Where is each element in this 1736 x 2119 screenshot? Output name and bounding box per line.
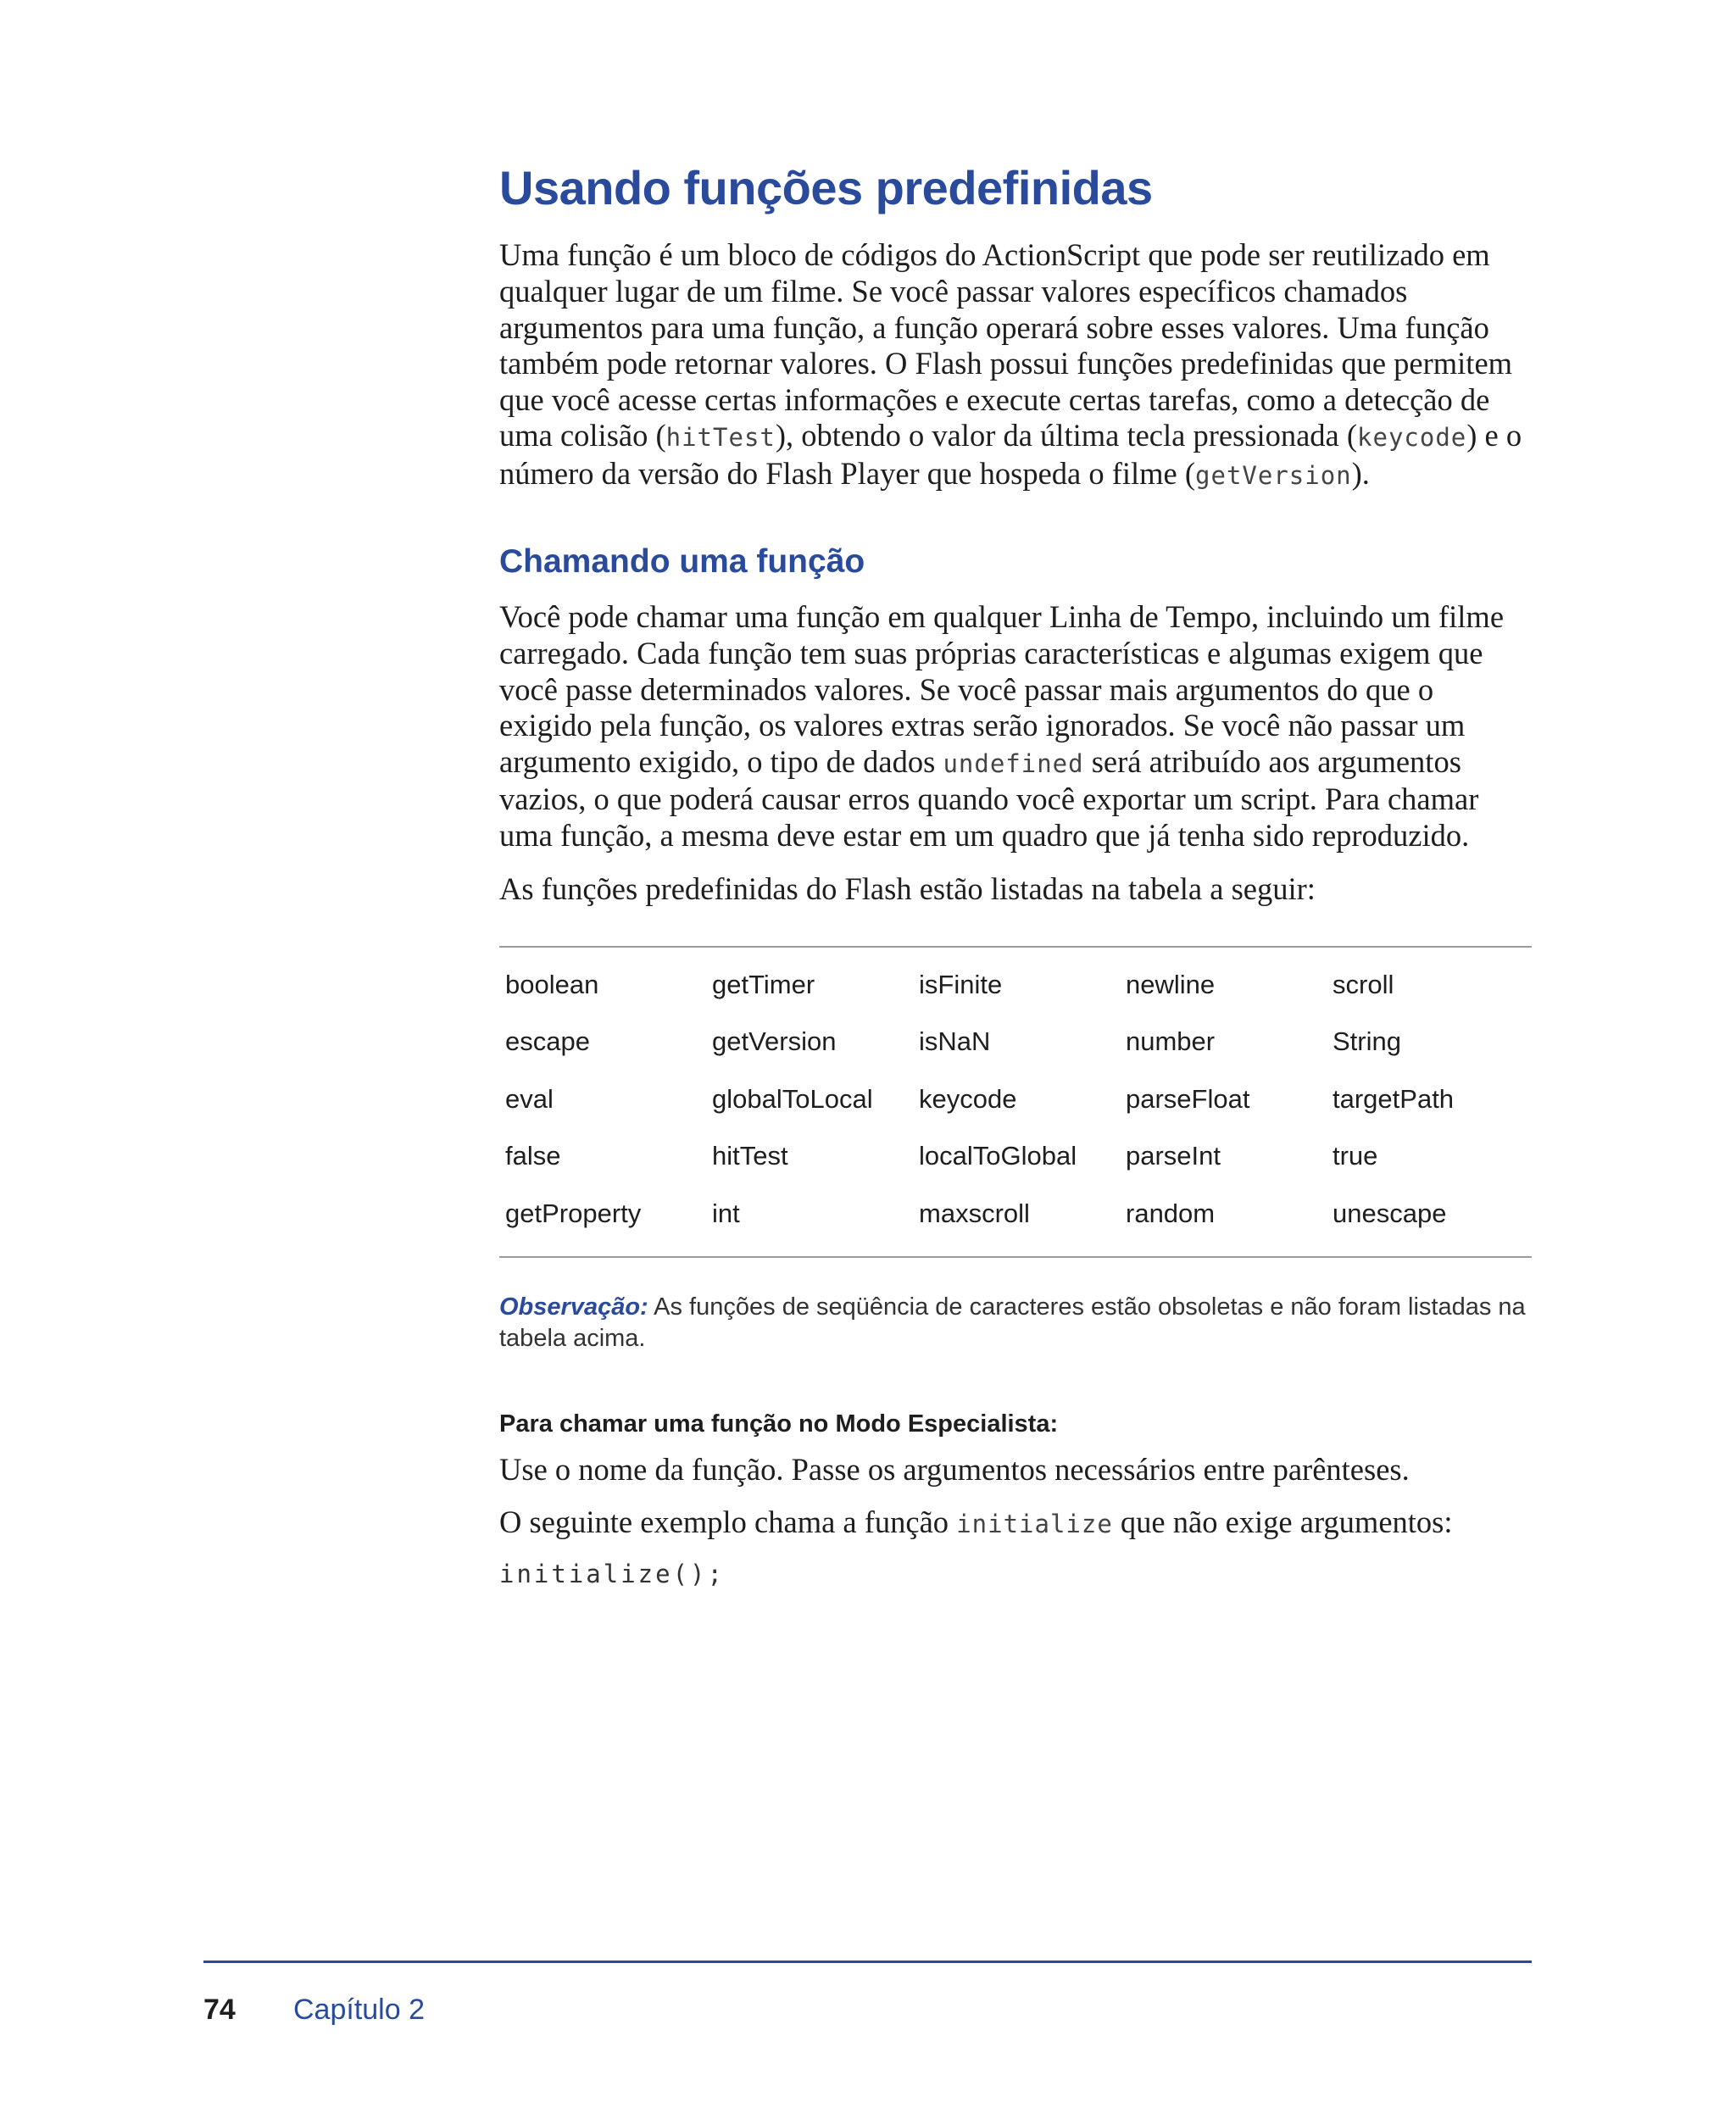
body-paragraph — [499, 599, 1532, 854]
table-cell: boolean — [505, 969, 599, 999]
table-cell: parseInt — [1126, 1141, 1221, 1171]
footer-rule — [203, 1960, 1532, 1963]
table-cell: targetPath — [1333, 1083, 1455, 1114]
table-cell: getTimer — [712, 969, 815, 999]
code-hittest: hitTest — [665, 423, 776, 453]
table-cell: maxscroll — [919, 1198, 1030, 1228]
code-keycode: keycode — [1357, 423, 1467, 453]
functions-table — [499, 946, 1532, 1258]
table-cell: scroll — [1333, 969, 1394, 999]
table-cell: unescape — [1333, 1198, 1447, 1228]
body-text-1: Você pode chamar uma função em qualquer Linha de Tempo, incluindo um filme carregado. Cada função tem suas próprias características e algumas exigem que você passe determinados valores. Se você passar mais argumentos do que o exigido pela função, os valores extras serão ignorados. Se você não passar um argumento exigido, o tipo de dados — [499, 599, 1505, 779]
body-text-2: será atribuído aos argumentos vazios, o que poderá causar erros quando você exportar um script. Para chamar uma função, a mesma deve estar em um quadro que já tenha sido reproduzido. — [499, 743, 1479, 853]
intro-text-4: ). — [1351, 455, 1370, 491]
procedure-step: Use o nome da função. Passe os argumentos necessários entre parênteses. — [499, 1451, 1410, 1487]
table-row — [499, 1185, 1532, 1243]
note-label: Observação: — [499, 1293, 648, 1321]
table-cell: keycode — [919, 1083, 1017, 1114]
table-cell: isNaN — [919, 1026, 991, 1057]
table-cell: hitTest — [712, 1141, 788, 1171]
table-cell: localToGlobal — [919, 1141, 1077, 1171]
procedure-heading: Para chamar uma função no Modo Especialista: — [499, 1410, 1059, 1438]
table-row — [499, 1071, 1532, 1128]
table-cell: newline — [1126, 969, 1216, 999]
table-cell: isFinite — [919, 969, 1003, 999]
code-initialize: initialize — [956, 1510, 1113, 1539]
example-text-2: que não exige argumentos: — [1112, 1504, 1453, 1540]
table-cell: random — [1126, 1198, 1216, 1228]
chapter-label: Capítulo 2 — [293, 1994, 425, 2026]
table-row — [499, 1014, 1532, 1071]
example-paragraph — [499, 1504, 1532, 1543]
table-cell: int — [712, 1198, 740, 1228]
page-content — [499, 161, 1532, 1588]
code-getversion: getVersion — [1195, 460, 1352, 490]
code-undefined: undefined — [943, 748, 1084, 778]
table-cell: false — [505, 1141, 561, 1171]
table-row — [499, 956, 1532, 1014]
table-cell: escape — [505, 1026, 590, 1057]
table-cell: getVersion — [712, 1026, 837, 1057]
table-cell: parseFloat — [1126, 1083, 1250, 1114]
table-row — [499, 1128, 1532, 1186]
table-cell: String — [1333, 1026, 1401, 1057]
code-example: initialize(); — [499, 1559, 725, 1588]
note-text: As funções de seqüência de caracteres estão obsoletas e não foram listadas na tabela acima. — [499, 1293, 1526, 1352]
table-cell: number — [1126, 1026, 1216, 1057]
table-cell: true — [1333, 1141, 1378, 1171]
subsection-heading: Chamando uma função — [499, 542, 865, 580]
table-cell: globalToLocal — [712, 1083, 873, 1114]
page-number: 74 — [203, 1994, 236, 2026]
table-cell: eval — [505, 1083, 554, 1114]
table-intro-paragraph: As funções predefinidas do Flash estão listadas na tabela a seguir: — [499, 870, 1316, 906]
table-cell: getProperty — [505, 1198, 642, 1228]
intro-text-3: ) e o número da versão do Flash Player que hospeda o filme ( — [499, 418, 1522, 491]
note — [499, 1292, 1532, 1354]
intro-text-1: Uma função é um bloco de códigos do ActionScript que pode ser reutilizado em qualquer lugar de um filme. Se você passar valores específicos chamados argumentos para uma função, a função operará sobre esses valores. Uma função também pode retornar valores. O Flash possui funções predefinidas que permitem que você acesse certas informações e execute certas tarefas, como a detecção de uma colisão ( — [499, 237, 1513, 453]
section-heading: Usando funções predefinidas — [499, 161, 1153, 214]
intro-text-2: ), obtendo o valor da última tecla pressionada ( — [775, 418, 1358, 453]
example-text-1: O seguinte exemplo chama a função — [499, 1504, 957, 1540]
intro-paragraph — [499, 237, 1532, 493]
